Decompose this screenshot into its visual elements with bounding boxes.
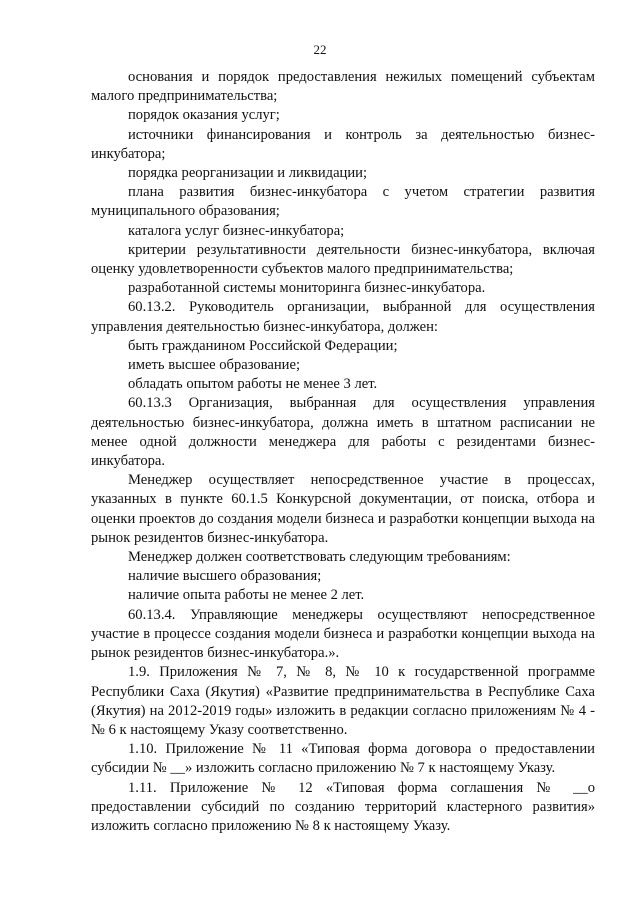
paragraph-manager-requirements: Менеджер должен соответствовать следующим требованиям:	[128, 549, 511, 566]
paragraph-1-9: 1.9. Приложения № 7, № 8, № 10 к государственной программе Республики Саха (Якутия) «Развитие предпринимательства в Республике Саха (Якутия) на 2012-2019 годы» изложить в редакции согласно приложениям № 4 - № 6 к настоящему Указу соответственно.	[91, 664, 595, 738]
paragraph-monitoring-system: разработанной системы мониторинга бизнес-инкубатора.	[128, 280, 486, 297]
paragraph-manager-education: наличие высшего образования;	[128, 568, 322, 585]
page-number: 22	[313, 42, 327, 57]
paragraph-premises: основания и порядок предоставления нежилых помещений субъектам малого предпринимательства;	[91, 69, 595, 105]
paragraph-services-catalog: каталога услуг бизнес-инкубатора;	[128, 222, 345, 239]
document-body	[91, 68, 595, 836]
paragraph-experience-3-years: обладать опытом работы не менее 3 лет.	[128, 376, 378, 393]
paragraph-reorganization: порядка реорганизации и ликвидации;	[128, 165, 368, 182]
paragraph-manager-experience: наличие опыта работы не менее 2 лет.	[128, 587, 365, 604]
paragraph-services-order: порядок оказания услуг;	[128, 107, 280, 124]
paragraph-higher-education: иметь высшее образование;	[128, 357, 301, 374]
paragraph-1-10: 1.10. Приложение № 11 «Типовая форма договора о предоставлении субсидии № __» изложить согласно приложению № 7 к настоящему Указу.	[91, 741, 595, 777]
paragraph-1-11: 1.11. Приложение № 12 «Типовая форма соглашения № __о предоставлении субсидий по созданию территорий кластерного развития» изложить согласно приложению № 8 к настоящему Указу.	[91, 779, 595, 834]
paragraph-60-13-2: 60.13.2. Руководитель организации, выбранной для осуществления управления деятельностью бизнес-инкубатора, должен:	[91, 299, 595, 335]
paragraph-funding-sources: источники финансирования и контроль за деятельностью бизнес-инкубатора;	[91, 126, 595, 162]
paragraph-citizenship: быть гражданином Российской Федерации;	[128, 337, 398, 354]
paragraph-development-plan: плана развития бизнес-инкубатора с учетом стратегии развития муниципального образования;	[91, 184, 595, 220]
paragraph-60-13-4: 60.13.4. Управляющие менеджеры осуществляют непосредственное участие в процессе создания модели бизнеса и разработки концепции выхода на рынок резидентов бизнес-инкубатора.».	[91, 606, 595, 662]
paragraph-manager-duties: Менеджер осуществляет непосредственное участие в процессах, указанных в пункте 60.1.5 Конкурсной документации, от поиска, отбора и оценки проектов до создания модели бизнеса и разработки концепции выхода на рынок резидентов бизнес-инкубатора.	[91, 472, 595, 546]
paragraph-60-13-3: 60.13.3 Организация, выбранная для осуществления управления деятельностью бизнес-инкубатора, должна иметь в штатном расписании не менее одной должности менеджера для работы с резидентами бизнес-инкубатора.	[91, 395, 595, 470]
paragraph-performance-criteria: критерии результативности деятельности бизнес-инкубатора, включая оценку удовлетворенности субъектов малого предпринимательства;	[91, 241, 595, 278]
